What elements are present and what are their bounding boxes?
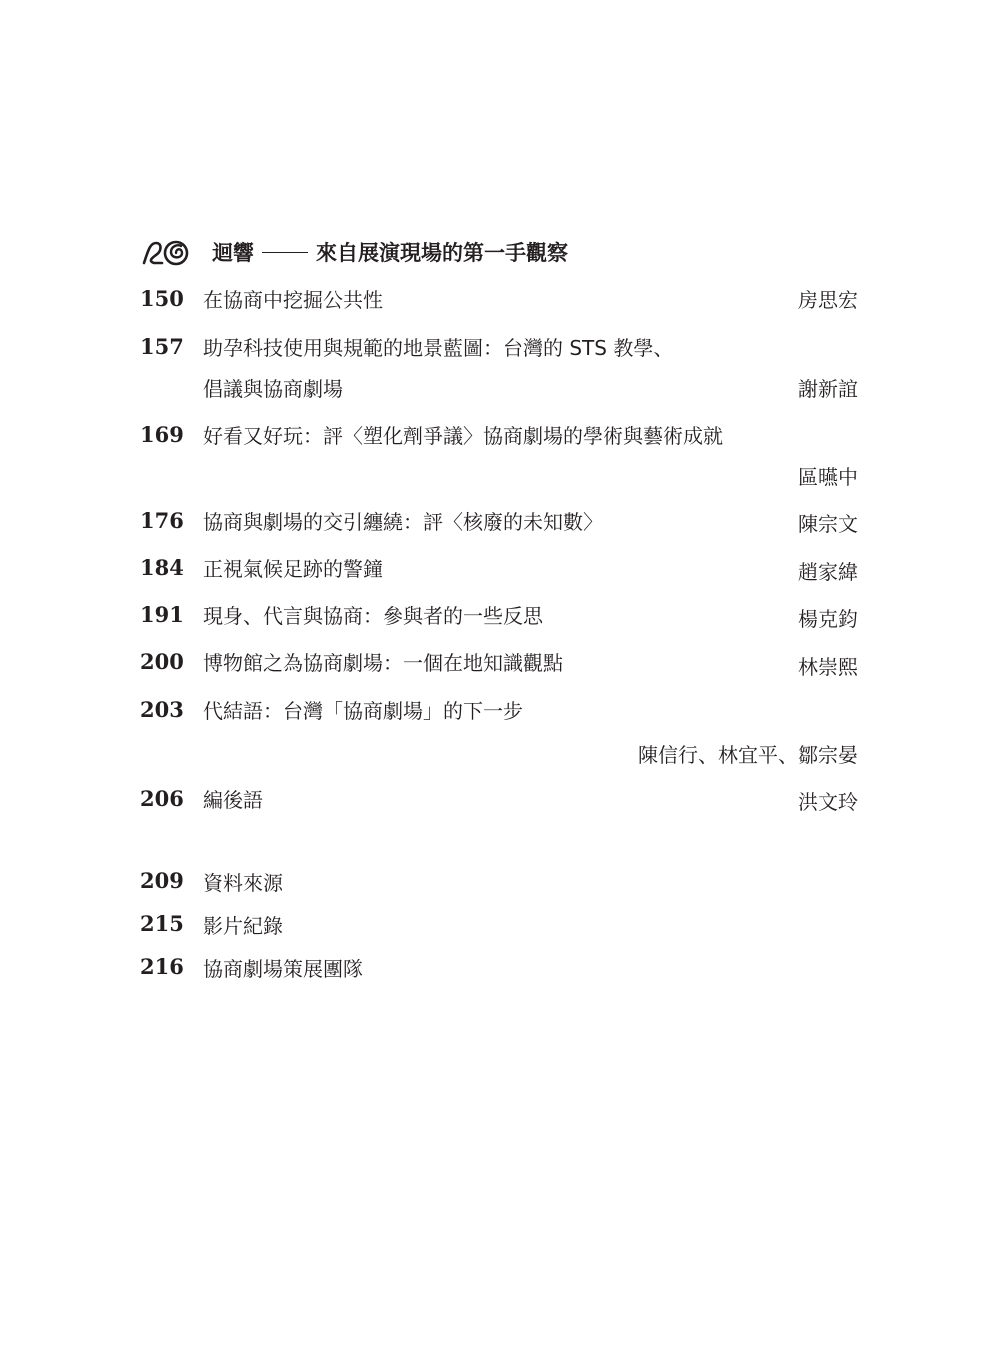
entry-page-number: 157 xyxy=(140,334,184,359)
entry-page-number: 203 xyxy=(140,697,184,722)
section-title xyxy=(212,239,568,267)
appendix-page-number: 209 xyxy=(140,868,184,893)
appendix-page-number: 215 xyxy=(140,911,184,936)
entry-title: 博物館之為協商劇場：一個在地知識觀點 xyxy=(203,651,563,675)
entry-title: 代結語：台灣「協商劇場」的下一步 xyxy=(203,699,523,723)
entry-title-line1: 助孕科技使用與規範的地景藍圖：台灣的 STS 教學、 xyxy=(203,336,674,360)
section-header xyxy=(140,233,860,273)
entry-page-number: 206 xyxy=(140,786,184,811)
entry-title: 協商與劇場的交引纏繞：評〈核廢的未知數〉 xyxy=(203,510,603,534)
entry-author: 楊克鈞 xyxy=(798,607,858,631)
entry-title: 現身、代言與協商：參與者的一些反思 xyxy=(203,604,543,628)
entry-page-number: 200 xyxy=(140,649,184,674)
entry-author: 趙家緯 xyxy=(798,560,858,584)
entry-title: 編後語 xyxy=(203,788,263,812)
entry-author: 區曣中 xyxy=(798,465,858,489)
section-title-subtitle: 來自展演現場的第一手觀察 xyxy=(316,241,568,265)
appendix-page-number: 216 xyxy=(140,954,184,979)
entry-author: 洪文玲 xyxy=(798,790,858,814)
swirl-logo-icon xyxy=(140,237,192,269)
entry-title: 正視氣候足跡的警鐘 xyxy=(203,557,383,581)
entry-page-number: 169 xyxy=(140,422,184,447)
entry-author: 林崇熙 xyxy=(798,655,858,679)
entry-title: 好看又好玩：評〈塑化劑爭議〉協商劇場的學術與藝術成就 xyxy=(203,424,723,448)
entry-author: 謝新誼 xyxy=(798,377,858,401)
appendix-title: 資料來源 xyxy=(203,871,283,895)
entry-page-number: 191 xyxy=(140,602,184,627)
entry-author: 陳宗文 xyxy=(798,512,858,536)
entry-author: 房思宏 xyxy=(798,288,858,312)
entry-author: 陳信行、林宜平、鄒宗晏 xyxy=(638,743,858,767)
entry-title: 在協商中挖掘公共性 xyxy=(203,288,383,312)
entry-page-number: 150 xyxy=(140,286,184,311)
entry-page-number: 184 xyxy=(140,555,184,580)
entry-title-line2: 倡議與協商劇場 xyxy=(203,377,343,401)
entry-page-number: 176 xyxy=(140,508,184,533)
title-rule xyxy=(262,252,308,253)
appendix-title: 協商劇場策展團隊 xyxy=(203,957,363,981)
appendix-title: 影片紀錄 xyxy=(203,914,283,938)
section-title-main: 迴響 xyxy=(212,241,254,265)
